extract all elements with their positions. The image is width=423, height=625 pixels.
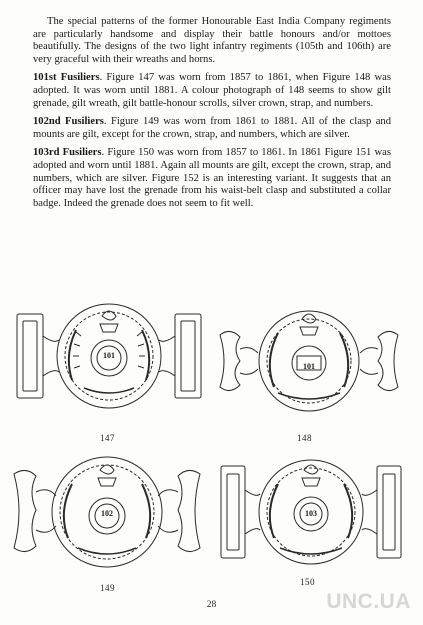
figure-150-caption: 150 bbox=[300, 577, 315, 587]
paragraph-lead: 101st Fusiliers bbox=[33, 72, 100, 84]
figure-147-center-label: 101 bbox=[103, 351, 115, 360]
text-block bbox=[33, 16, 391, 216]
figure-148-center-label: 101 bbox=[303, 362, 315, 371]
paragraph-intro bbox=[33, 16, 391, 66]
paragraph-text: The special patterns of the former Honourable East India Company regiments are particularly handsome and display their battle honours and/or mottoes beautifully. The designs of the two light infantry regiments (105th and 106th) are very graceful with their wreaths and horns. bbox=[33, 16, 391, 65]
figure-147-illustration bbox=[14, 300, 204, 412]
paragraph-text: . Figure 149 was worn from 1861 to 1881. All of the clasp and mounts are gilt, except for the crown, strap, and numbers, which are silver. bbox=[33, 116, 391, 140]
figure-149-illustration bbox=[8, 452, 206, 570]
figure-149-caption: 149 bbox=[100, 583, 115, 593]
paragraph-text: . Figure 147 was worn from 1857 to 1861, when Figure 148 was adopted. It was worn until 1881. A colour photograph of 148 seems to show gilt grenade, gilt wreath, gilt battle-honour scrolls, silver crown, strap, and numbers. bbox=[33, 72, 391, 109]
paragraph-lead: 103rd Fusiliers bbox=[33, 147, 102, 159]
figure-147-caption: 147 bbox=[100, 433, 115, 443]
paragraph-101st bbox=[33, 72, 391, 110]
paragraph-text: . Figure 150 was worn from 1857 to 1861. In 1861 Figure 151 was adopted and worn until 1881. Again all mounts are gilt, except the crown, strap, and numbers, which are silver. Figure 152 is an interesting variant. It suggests that an officer may have lost the grenade from his waist-belt clasp and substituted a collar badge. Indeed the grenade does not seem to fit well. bbox=[33, 147, 391, 209]
figure-150-center-label: 103 bbox=[305, 509, 317, 518]
page-number: 28 bbox=[206, 600, 217, 610]
watermark: UNC.UA bbox=[326, 590, 411, 613]
paragraph-103rd bbox=[33, 147, 391, 210]
figure-148-caption: 148 bbox=[297, 433, 312, 443]
figure-150-illustration bbox=[218, 452, 404, 570]
figure-149-center-label: 102 bbox=[101, 509, 113, 518]
paragraph-lead: 102nd Fusiliers bbox=[33, 116, 104, 128]
paragraph-102nd bbox=[33, 116, 391, 141]
figure-148-illustration bbox=[216, 305, 402, 413]
